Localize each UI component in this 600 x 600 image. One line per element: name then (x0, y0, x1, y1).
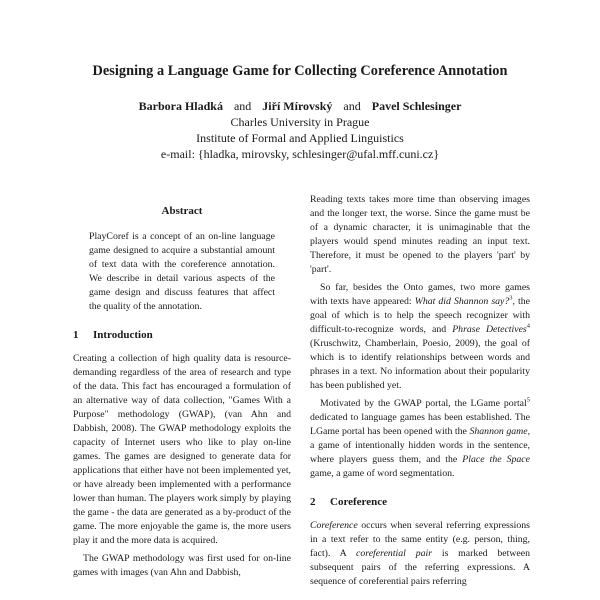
intro-paragraph-1: Creating a collection of high quality data is resource-demanding regardless of the area of research and type of the data. This fact has encouraged a formulation of an alternative way of data collection, "Games With a Purpose" methodology (GWAP), (van Ahn and Dabbish, 2008). The GWAP methodology exploits the capacity of Internet users who like to play on-line games. The games are designed to generate data for applications that either have not been implemented yet, or have already been implemented with a performance lower than human. The players work simply by playing the game - the data are generated as a by-product of the game. The more enjoyable the game is, the more users play it and the more data is acquired. (73, 353, 291, 546)
text-run: occurs when several referring expressions in a text refer to the same entity (e.g. person, thing, fact). A (310, 520, 530, 559)
text-run: , a game of intentionally hidden words in the sentence, where players guess them, and the (310, 426, 531, 465)
footnote-mark: 4 (526, 322, 530, 330)
author-separator: and (343, 99, 361, 113)
right-paragraph-1: Reading texts takes more time than observing images and the longer text, the worse. Since the game must be of a dynamic character, it is unimaginable that the players would spend minutes reading an input text. Therefore, it must be opened to the players 'part' by 'part'. (310, 194, 530, 275)
section-title: Coreference (330, 496, 388, 508)
text-run: So far, besides the Onto games, two more games with texts have appeared: (310, 282, 530, 307)
game-title: Phrase Detectives (452, 324, 527, 335)
text-run: game, a game of word segmentation. (310, 468, 455, 479)
term: coreferential pair (356, 548, 433, 559)
text-run: (Kruschwitz, Chamberlain, Poesio, 2009), the goal of which is to identify relationships between words and phrases in a text. No information about their popularity has been published yet. (310, 338, 530, 391)
right-paragraph-2 (310, 281, 530, 393)
text-run: Motivated by the GWAP portal, the LGame portal (320, 398, 527, 409)
section-number: 2 (310, 496, 316, 508)
section-2-heading (310, 495, 530, 509)
paper-title: Designing a Language Game for Collecting Coreference Annotation (92, 63, 508, 79)
affiliation-university: Charles University in Prague (230, 115, 370, 129)
section-1-heading (73, 328, 291, 342)
coreference-paragraph-1 (310, 519, 530, 589)
author-3: Pavel Schlesinger (371, 99, 462, 113)
section-number: 1 (73, 329, 79, 341)
left-column (73, 204, 291, 580)
text-run: is marked between subsequent pairs of the referring expressions. A sequence of coreferential pairs referring (310, 548, 531, 587)
game-title: Shannon game (469, 426, 528, 437)
intro-paragraph-2: The GWAP methodology was first used for on-line games with images (van Ahn and Dabbish, (73, 553, 291, 578)
abstract-text: PlayCoref is a concept of an on-line language game designed to acquire a substantial amount of text data with the coreference annotation. We describe in detail various aspects of the game design and discuss features that affect the quality of the annotation. (89, 231, 275, 312)
author-2: Jiří Mírovský (262, 99, 333, 113)
game-title: What did Shannon say? (414, 296, 510, 307)
term: Coreference (310, 520, 358, 531)
abstract-heading: Abstract (161, 205, 203, 217)
text-run: , the goal of which is to help the speech recognizer with difficult-to-recognize words, and (310, 296, 530, 335)
text-run: dedicated to language games has been established. The LGame portal has been opened with the (310, 412, 530, 437)
footnote-mark: 3 (509, 294, 513, 302)
author-names (0, 98, 600, 114)
author-email: e-mail: {hladka, mirovsky, schlesinger@ufal.mff.cuni.cz} (160, 147, 440, 161)
author-separator: and (233, 99, 252, 113)
right-column (310, 193, 530, 589)
footnote-mark: 5 (526, 396, 530, 404)
game-title: Place the Space (462, 454, 531, 465)
right-paragraph-3 (310, 397, 530, 481)
author-1: Barbora Hladká (138, 99, 223, 113)
author-block (0, 98, 600, 162)
affiliation-institute: Institute of Formal and Applied Linguistics (196, 131, 404, 145)
section-title: Introduction (93, 329, 153, 341)
